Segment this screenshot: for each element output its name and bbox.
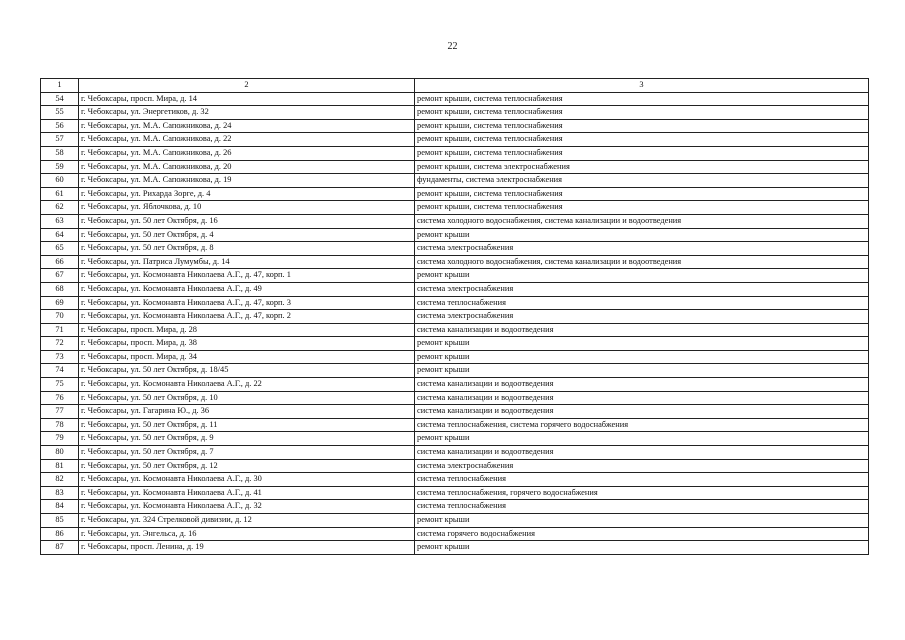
table-row — [41, 541, 869, 555]
works-cell: система электроснабжения — [415, 242, 869, 256]
table-row — [41, 527, 869, 541]
address-cell: г. Чебоксары, ул. 324 Стрелковой дивизии, д. 12 — [79, 514, 415, 528]
address-cell: г. Чебоксары, ул. Космонавта Николаева А.Г., д. 47, корп. 1 — [79, 269, 415, 283]
address-cell: г. Чебоксары, просп. Мира, д. 28 — [79, 323, 415, 337]
row-number-cell: 54 — [41, 92, 79, 106]
address-cell: г. Чебоксары, ул. 50 лет Октября, д. 16 — [79, 214, 415, 228]
buildings-table — [40, 78, 869, 555]
works-cell: система электроснабжения — [415, 282, 869, 296]
address-cell: г. Чебоксары, ул. 50 лет Октября, д. 18/45 — [79, 364, 415, 378]
row-number-cell: 82 — [41, 473, 79, 487]
row-number-cell: 74 — [41, 364, 79, 378]
row-number-cell: 83 — [41, 486, 79, 500]
address-cell: г. Чебоксары, просп. Ленина, д. 19 — [79, 541, 415, 555]
works-cell: фундаменты, система электроснабжения — [415, 174, 869, 188]
address-cell: г. Чебоксары, ул. 50 лет Октября, д. 10 — [79, 391, 415, 405]
address-cell: г. Чебоксары, ул. Космонавта Николаева А.Г., д. 49 — [79, 282, 415, 296]
row-number-cell: 65 — [41, 242, 79, 256]
address-cell: г. Чебоксары, ул. Энгельса, д. 16 — [79, 527, 415, 541]
table-row — [41, 282, 869, 296]
row-number-cell: 61 — [41, 187, 79, 201]
table-row — [41, 323, 869, 337]
row-number-cell: 79 — [41, 432, 79, 446]
address-cell: г. Чебоксары, ул. М.А. Сапожникова, д. 19 — [79, 174, 415, 188]
works-cell: ремонт крыши, система теплоснабжения — [415, 187, 869, 201]
table-row — [41, 405, 869, 419]
table-row — [41, 391, 869, 405]
column-header-address: 2 — [79, 79, 415, 93]
address-cell: г. Чебоксары, ул. М.А. Сапожникова, д. 26 — [79, 146, 415, 160]
address-cell: г. Чебоксары, просп. Мира, д. 14 — [79, 92, 415, 106]
table-row — [41, 187, 869, 201]
works-cell: ремонт крыши — [415, 350, 869, 364]
works-cell: система холодного водоснабжения, система канализации и водоотведения — [415, 255, 869, 269]
page-number: 22 — [447, 41, 458, 52]
works-cell: ремонт крыши — [415, 337, 869, 351]
table-row — [41, 514, 869, 528]
address-cell: г. Чебоксары, ул. Космонавта Николаева А.Г., д. 22 — [79, 378, 415, 392]
works-cell: ремонт крыши — [415, 514, 869, 528]
row-number-cell: 81 — [41, 459, 79, 473]
row-number-cell: 80 — [41, 446, 79, 460]
works-cell: ремонт крыши, система теплоснабжения — [415, 119, 869, 133]
works-cell: система теплоснабжения — [415, 500, 869, 514]
row-number-cell: 78 — [41, 418, 79, 432]
works-cell: ремонт крыши — [415, 541, 869, 555]
table-row — [41, 310, 869, 324]
works-cell: ремонт крыши, система теплоснабжения — [415, 201, 869, 215]
row-number-cell: 86 — [41, 527, 79, 541]
table-row — [41, 486, 869, 500]
works-cell: ремонт крыши, система теплоснабжения — [415, 92, 869, 106]
address-cell: г. Чебоксары, ул. Патриса Лумумбы, д. 14 — [79, 255, 415, 269]
row-number-cell: 77 — [41, 405, 79, 419]
works-cell: система теплоснабжения, система горячего водоснабжения — [415, 418, 869, 432]
address-cell: г. Чебоксары, ул. Космонавта Николаева А.Г., д. 30 — [79, 473, 415, 487]
address-cell: г. Чебоксары, ул. 50 лет Октября, д. 9 — [79, 432, 415, 446]
works-cell: система горячего водоснабжения — [415, 527, 869, 541]
table-row — [41, 378, 869, 392]
address-cell: г. Чебоксары, ул. Космонавта Николаева А.Г., д. 47, корп. 3 — [79, 296, 415, 310]
table-row — [41, 364, 869, 378]
works-cell: система теплоснабжения — [415, 296, 869, 310]
works-cell: ремонт крыши, система теплоснабжения — [415, 106, 869, 120]
works-cell: ремонт крыши — [415, 228, 869, 242]
works-cell: система канализации и водоотведения — [415, 405, 869, 419]
row-number-cell: 56 — [41, 119, 79, 133]
address-cell: г. Чебоксары, ул. Энергетиков, д. 32 — [79, 106, 415, 120]
row-number-cell: 67 — [41, 269, 79, 283]
row-number-cell: 55 — [41, 106, 79, 120]
works-cell: система теплоснабжения — [415, 473, 869, 487]
table-row — [41, 350, 869, 364]
row-number-cell: 69 — [41, 296, 79, 310]
table-row — [41, 255, 869, 269]
table-row — [41, 337, 869, 351]
works-cell: ремонт крыши, система теплоснабжения — [415, 133, 869, 147]
row-number-cell: 68 — [41, 282, 79, 296]
row-number-cell: 72 — [41, 337, 79, 351]
works-cell: система канализации и водоотведения — [415, 391, 869, 405]
address-cell: г. Чебоксары, ул. М.А. Сапожникова, д. 22 — [79, 133, 415, 147]
row-number-cell: 73 — [41, 350, 79, 364]
row-number-cell: 64 — [41, 228, 79, 242]
table-row — [41, 459, 869, 473]
address-cell: г. Чебоксары, ул. Рихарда Зорге, д. 4 — [79, 187, 415, 201]
works-cell: система электроснабжения — [415, 310, 869, 324]
row-number-cell: 59 — [41, 160, 79, 174]
address-cell: г. Чебоксары, ул. 50 лет Октября, д. 7 — [79, 446, 415, 460]
row-number-cell: 62 — [41, 201, 79, 215]
table-row — [41, 432, 869, 446]
table-row — [41, 214, 869, 228]
works-cell: ремонт крыши — [415, 269, 869, 283]
works-cell: система канализации и водоотведения — [415, 446, 869, 460]
address-cell: г. Чебоксары, ул. М.А. Сапожникова, д. 20 — [79, 160, 415, 174]
row-number-cell: 71 — [41, 323, 79, 337]
table-row — [41, 160, 869, 174]
table-row — [41, 242, 869, 256]
address-cell: г. Чебоксары, ул. 50 лет Октября, д. 11 — [79, 418, 415, 432]
works-cell: система канализации и водоотведения — [415, 378, 869, 392]
address-cell: г. Чебоксары, ул. 50 лет Октября, д. 12 — [79, 459, 415, 473]
column-header-number: 1 — [41, 79, 79, 93]
works-cell: ремонт крыши — [415, 364, 869, 378]
address-cell: г. Чебоксары, ул. Космонавта Николаева А.Г., д. 47, корп. 2 — [79, 310, 415, 324]
row-number-cell: 84 — [41, 500, 79, 514]
address-cell: г. Чебоксары, просп. Мира, д. 34 — [79, 350, 415, 364]
table-row — [41, 92, 869, 106]
works-cell: ремонт крыши, система теплоснабжения — [415, 146, 869, 160]
address-cell: г. Чебоксары, ул. Гагарина Ю., д. 36 — [79, 405, 415, 419]
table-row — [41, 106, 869, 120]
row-number-cell: 58 — [41, 146, 79, 160]
address-cell: г. Чебоксары, ул. Яблочкова, д. 10 — [79, 201, 415, 215]
works-cell: система канализации и водоотведения — [415, 323, 869, 337]
works-cell: ремонт крыши, система электроснабжения — [415, 160, 869, 174]
row-number-cell: 63 — [41, 214, 79, 228]
works-cell: ремонт крыши — [415, 432, 869, 446]
works-cell: система холодного водоснабжения, система канализации и водоотведения — [415, 214, 869, 228]
column-header-works: 3 — [415, 79, 869, 93]
table-row — [41, 174, 869, 188]
row-number-cell: 60 — [41, 174, 79, 188]
row-number-cell: 87 — [41, 541, 79, 555]
address-cell: г. Чебоксары, ул. 50 лет Октября, д. 8 — [79, 242, 415, 256]
table-row — [41, 473, 869, 487]
table-row — [41, 500, 869, 514]
works-cell: система электроснабжения — [415, 459, 869, 473]
table-row — [41, 146, 869, 160]
table-row — [41, 133, 869, 147]
address-cell: г. Чебоксары, ул. Космонавта Николаева А.Г., д. 41 — [79, 486, 415, 500]
table-row — [41, 228, 869, 242]
address-cell: г. Чебоксары, ул. М.А. Сапожникова, д. 24 — [79, 119, 415, 133]
table-row — [41, 119, 869, 133]
row-number-cell: 70 — [41, 310, 79, 324]
row-number-cell: 66 — [41, 255, 79, 269]
row-number-cell: 85 — [41, 514, 79, 528]
table-row — [41, 418, 869, 432]
table-row — [41, 269, 869, 283]
works-cell: система теплоснабжения, горячего водоснабжения — [415, 486, 869, 500]
row-number-cell: 76 — [41, 391, 79, 405]
row-number-cell: 75 — [41, 378, 79, 392]
table-row — [41, 446, 869, 460]
address-cell: г. Чебоксары, ул. 50 лет Октября, д. 4 — [79, 228, 415, 242]
table-row — [41, 201, 869, 215]
table-row — [41, 296, 869, 310]
row-number-cell: 57 — [41, 133, 79, 147]
address-cell: г. Чебоксары, ул. Космонавта Николаева А.Г., д. 32 — [79, 500, 415, 514]
address-cell: г. Чебоксары, просп. Мира, д. 38 — [79, 337, 415, 351]
table-header-row — [41, 79, 869, 93]
